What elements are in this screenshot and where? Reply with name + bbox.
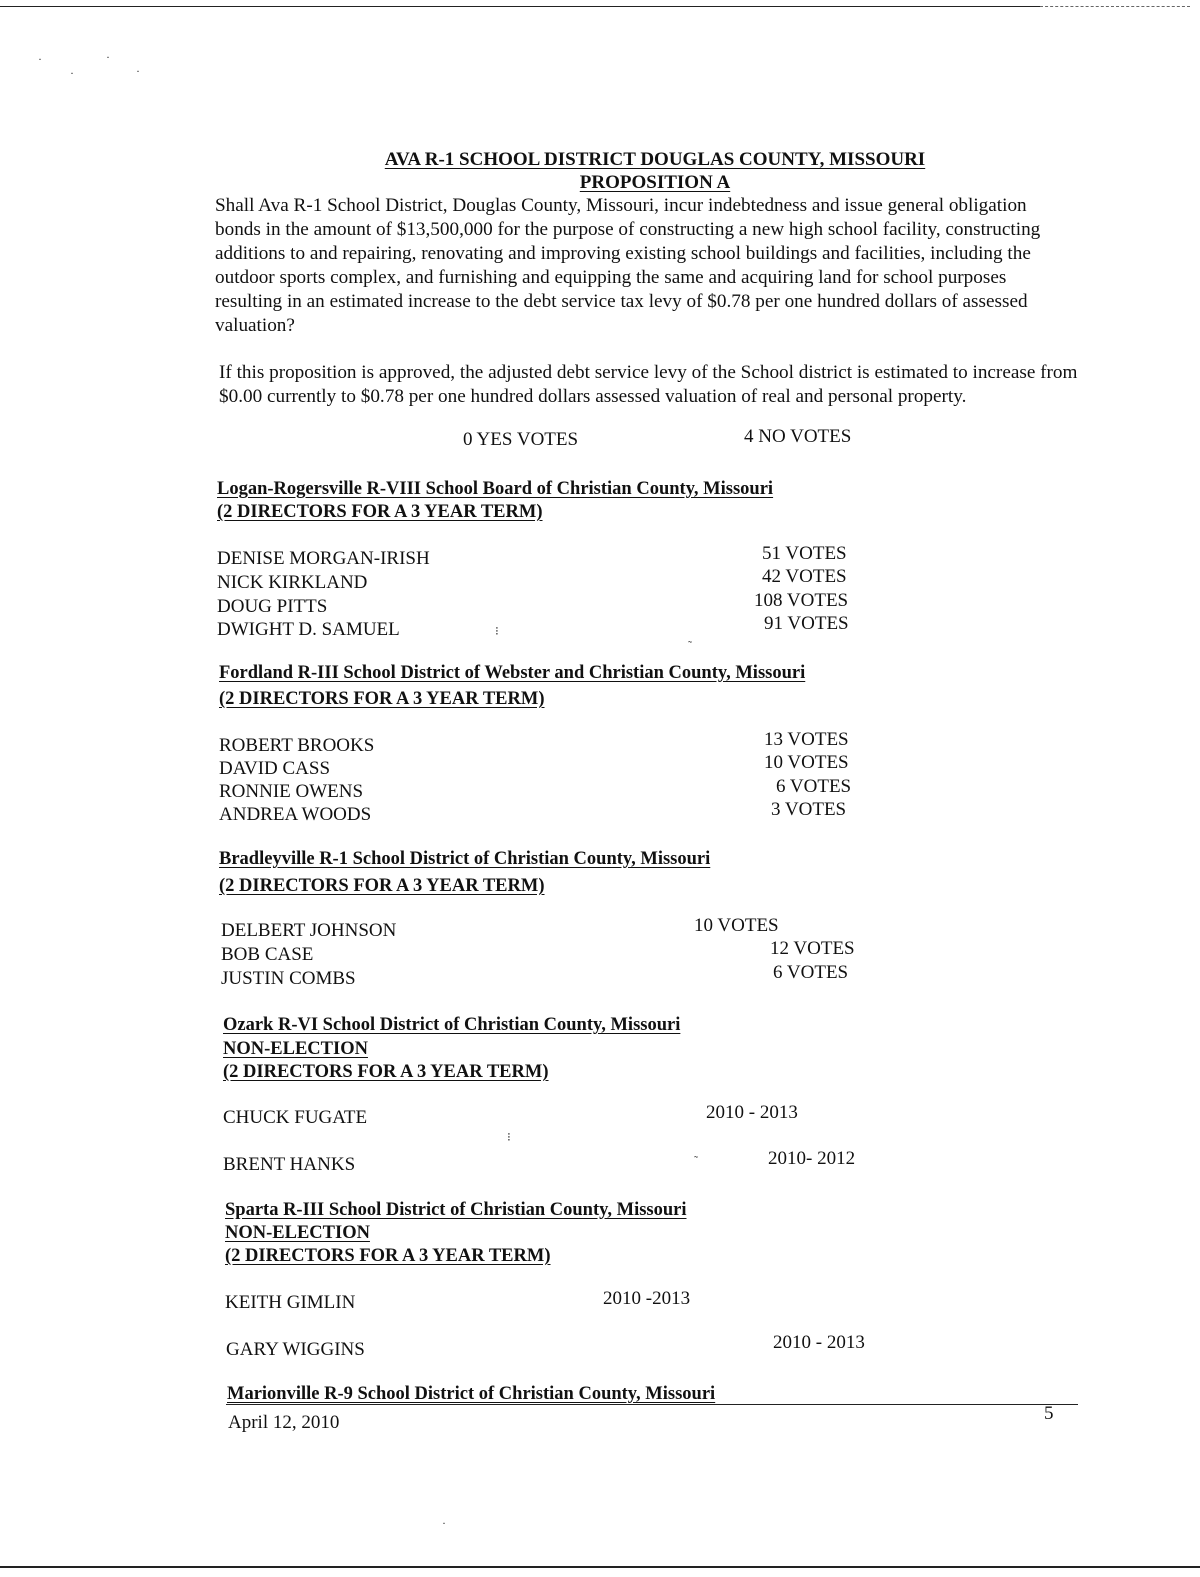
scan-speck: · xyxy=(136,64,140,78)
scan-speck: · xyxy=(106,50,110,64)
scan-speck: ⁝ xyxy=(495,624,499,638)
scan-speck: ˜ xyxy=(688,638,692,652)
section-heading: Logan-Rogersville R-VIII School Board of Christian County, Missouri xyxy=(217,479,774,499)
proposition-note: If this proposition is approved, the adjusted debt service levy of the School district is estimated to increase from $0.00 currently to $0.78 per one hundred dollars assessed valuation of real and personal property. xyxy=(219,362,1078,407)
section-heading: Fordland R-III School District of Webster and Christian County, Missouri xyxy=(219,663,806,683)
scan-speck: · xyxy=(38,52,42,66)
proposition-title: PROPOSITION A xyxy=(579,172,731,193)
candidate-name: DELBERT JOHNSON xyxy=(221,920,397,941)
section-subheading: (2 DIRECTORS FOR A 3 YEAR TERM) xyxy=(219,689,545,709)
candidate-name: CHUCK FUGATE xyxy=(223,1107,368,1128)
candidate-term: 2010 - 2013 xyxy=(773,1332,865,1353)
section-heading: Bradleyville R-1 School District of Christian County, Missouri xyxy=(219,849,711,869)
yes-votes: 0 YES VOTES xyxy=(463,429,579,450)
candidate-name: BOB CASE xyxy=(221,944,314,965)
candidate-name: GARY WIGGINS xyxy=(226,1339,365,1360)
candidate-votes: 13 VOTES xyxy=(764,729,849,750)
candidate-term: 2010 - 2013 xyxy=(706,1102,798,1123)
section-heading: Marionville R-9 School District of Christian County, Missouri xyxy=(227,1384,716,1404)
candidate-term: 2010 -2013 xyxy=(603,1288,691,1309)
candidate-votes: 10 VOTES xyxy=(694,915,779,936)
section-subheading: (2 DIRECTORS FOR A 3 YEAR TERM) xyxy=(217,502,543,522)
section-subheading: (2 DIRECTORS FOR A 3 YEAR TERM) xyxy=(223,1062,549,1082)
candidate-name: ANDREA WOODS xyxy=(219,804,372,825)
candidate-votes: 51 VOTES xyxy=(762,543,847,564)
candidate-votes: 10 VOTES xyxy=(764,752,849,773)
scan-speck: ˜ xyxy=(694,1153,698,1167)
candidate-votes: 108 VOTES xyxy=(754,590,849,611)
candidate-name: NICK KIRKLAND xyxy=(217,572,368,593)
candidate-name: DWIGHT D. SAMUEL xyxy=(217,619,400,640)
candidate-name: KEITH GIMLIN xyxy=(225,1292,356,1313)
candidate-votes: 12 VOTES xyxy=(770,938,855,959)
scan-speck: ⁝ xyxy=(507,1130,511,1144)
document-title: AVA R-1 SCHOOL DISTRICT DOUGLAS COUNTY, MISSOURI xyxy=(384,149,926,170)
candidate-name: RONNIE OWENS xyxy=(219,781,364,802)
section-note: NON-ELECTION xyxy=(223,1039,368,1059)
no-votes: 4 NO VOTES xyxy=(744,426,852,447)
candidate-name: DENISE MORGAN-IRISH xyxy=(217,548,430,569)
proposition-text: Shall Ava R-1 School District, Douglas County, Missouri, incur indebtedness and issue general obligation bonds in the amount of $13,500,000 for the purpose of constructing a new high school facility, constructing additions to and repairing, renovating and improving existing school buildings and facilities, including the outdoor sports complex, and furnishing and equipping the same and acquiring land for school purposes resulting in an estimated increase to the debt service tax levy of $0.78 per one hundred dollars of assessed valuation? xyxy=(215,195,1041,336)
footer-date: April 12, 2010 xyxy=(228,1412,340,1433)
section-subheading: (2 DIRECTORS FOR A 3 YEAR TERM) xyxy=(219,876,545,896)
section-heading: Ozark R-VI School District of Christian County, Missouri xyxy=(223,1015,681,1035)
section-subheading: (2 DIRECTORS FOR A 3 YEAR TERM) xyxy=(225,1246,551,1266)
bottom-edge-line xyxy=(0,1566,1200,1568)
page-number: 5 xyxy=(1044,1403,1054,1424)
candidate-votes: 42 VOTES xyxy=(762,566,847,587)
candidate-name: ROBERT BROOKS xyxy=(219,735,375,756)
candidate-name: DOUG PITTS xyxy=(217,596,328,617)
footer-rule xyxy=(226,1404,1078,1405)
candidate-votes: 91 VOTES xyxy=(764,613,849,634)
scan-speck: · xyxy=(442,1516,446,1530)
section-note: NON-ELECTION xyxy=(225,1223,370,1243)
candidate-name: DAVID CASS xyxy=(219,758,331,779)
scan-speck: · xyxy=(70,66,74,80)
candidate-name: JUSTIN COMBS xyxy=(221,968,356,989)
top-edge-dashes xyxy=(1040,6,1190,7)
candidate-name: BRENT HANKS xyxy=(223,1154,356,1175)
candidate-votes: 3 VOTES xyxy=(771,799,847,820)
section-heading: Sparta R-III School District of Christian County, Missouri xyxy=(225,1200,687,1220)
top-edge-line xyxy=(0,6,1040,7)
candidate-term: 2010- 2012 xyxy=(768,1148,856,1169)
candidate-votes: 6 VOTES xyxy=(776,776,852,797)
candidate-votes: 6 VOTES xyxy=(773,962,849,983)
